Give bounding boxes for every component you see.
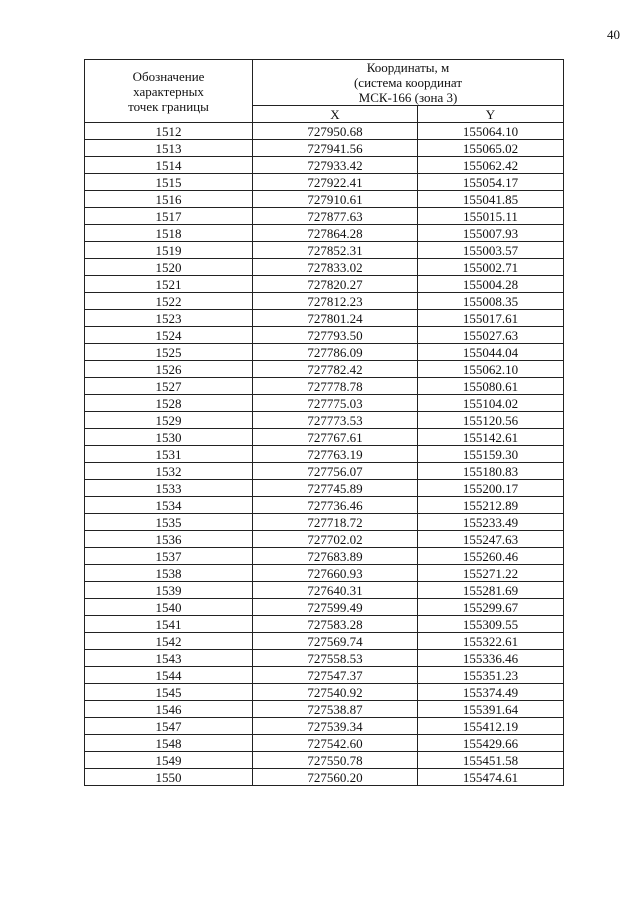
x-coordinate-cell: 727558.53 bbox=[253, 650, 418, 667]
point-number-cell: 1547 bbox=[85, 718, 253, 735]
x-coordinate-cell: 727782.42 bbox=[253, 361, 418, 378]
point-header-line-1: Обозначение bbox=[132, 68, 205, 84]
x-coordinate-cell: 727547.37 bbox=[253, 667, 418, 684]
point-number-cell: 1521 bbox=[85, 276, 253, 293]
x-coordinate-cell: 727560.20 bbox=[253, 769, 418, 786]
point-number-cell: 1532 bbox=[85, 463, 253, 480]
point-number-cell: 1541 bbox=[85, 616, 253, 633]
y-coordinate-cell: 155027.63 bbox=[418, 327, 564, 344]
point-number-cell: 1529 bbox=[85, 412, 253, 429]
x-coordinate-cell: 727793.50 bbox=[253, 327, 418, 344]
table-row bbox=[85, 565, 564, 582]
point-number-cell: 1538 bbox=[85, 565, 253, 582]
x-coordinate-cell: 727922.41 bbox=[253, 174, 418, 191]
table-row bbox=[85, 140, 564, 157]
point-number-cell: 1516 bbox=[85, 191, 253, 208]
x-coordinate-cell: 727540.92 bbox=[253, 684, 418, 701]
x-coordinate-cell: 727569.74 bbox=[253, 633, 418, 650]
y-coordinate-cell: 155247.63 bbox=[418, 531, 564, 548]
point-number-cell: 1528 bbox=[85, 395, 253, 412]
table-row bbox=[85, 293, 564, 310]
table-row bbox=[85, 463, 564, 480]
point-number-cell: 1530 bbox=[85, 429, 253, 446]
table-row bbox=[85, 718, 564, 735]
coords-header-line-2: (система координат bbox=[353, 75, 463, 90]
table-row bbox=[85, 446, 564, 463]
table-body bbox=[85, 123, 564, 786]
x-coordinate-cell: 727756.07 bbox=[253, 463, 418, 480]
table-row bbox=[85, 361, 564, 378]
table-row bbox=[85, 378, 564, 395]
table-header bbox=[85, 60, 564, 123]
x-coordinate-cell: 727550.78 bbox=[253, 752, 418, 769]
point-number-cell: 1550 bbox=[85, 769, 253, 786]
table-row bbox=[85, 497, 564, 514]
y-coordinate-cell: 155322.61 bbox=[418, 633, 564, 650]
table-row bbox=[85, 225, 564, 242]
table-row bbox=[85, 191, 564, 208]
y-coordinate-cell: 155007.93 bbox=[418, 225, 564, 242]
y-coordinate-cell: 155002.71 bbox=[418, 259, 564, 276]
x-coordinate-cell: 727767.61 bbox=[253, 429, 418, 446]
point-number-cell: 1512 bbox=[85, 123, 253, 140]
y-coordinate-cell: 155044.04 bbox=[418, 344, 564, 361]
point-number-cell: 1513 bbox=[85, 140, 253, 157]
point-number-cell: 1519 bbox=[85, 242, 253, 259]
y-coordinate-cell: 155062.10 bbox=[418, 361, 564, 378]
table-row bbox=[85, 769, 564, 786]
x-coordinate-cell: 727736.46 bbox=[253, 497, 418, 514]
y-coordinate-cell: 155180.83 bbox=[418, 463, 564, 480]
y-coordinate-cell: 155104.02 bbox=[418, 395, 564, 412]
page-number: 40 bbox=[607, 27, 620, 42]
y-coordinate-cell: 155142.61 bbox=[418, 429, 564, 446]
table-row bbox=[85, 616, 564, 633]
table-row bbox=[85, 310, 564, 327]
y-coordinate-cell: 155062.42 bbox=[418, 157, 564, 174]
y-coordinate-cell: 155200.17 bbox=[418, 480, 564, 497]
coords-header-line-3: МСК-166 (зона 3) bbox=[358, 90, 458, 105]
x-coordinate-cell: 727583.28 bbox=[253, 616, 418, 633]
table-row bbox=[85, 208, 564, 225]
y-coordinate-cell: 155003.57 bbox=[418, 242, 564, 259]
x-coordinate-cell: 727864.28 bbox=[253, 225, 418, 242]
table-row bbox=[85, 395, 564, 412]
table-row bbox=[85, 480, 564, 497]
table-row bbox=[85, 531, 564, 548]
table-row bbox=[85, 650, 564, 667]
x-coordinate-cell: 727778.78 bbox=[253, 378, 418, 395]
x-coordinate-cell: 727775.03 bbox=[253, 395, 418, 412]
y-coordinate-cell: 155374.49 bbox=[418, 684, 564, 701]
point-number-cell: 1548 bbox=[85, 735, 253, 752]
point-number-cell: 1549 bbox=[85, 752, 253, 769]
x-coordinate-cell: 727702.02 bbox=[253, 531, 418, 548]
x-coordinate-cell: 727718.72 bbox=[253, 514, 418, 531]
table-row bbox=[85, 344, 564, 361]
table-row bbox=[85, 633, 564, 650]
y-coordinate-cell: 155041.85 bbox=[418, 191, 564, 208]
y-coordinate-cell: 155429.66 bbox=[418, 735, 564, 752]
y-coordinate-cell: 155412.19 bbox=[418, 718, 564, 735]
x-coordinate-cell: 727950.68 bbox=[253, 123, 418, 140]
y-coordinate-cell: 155004.28 bbox=[418, 276, 564, 293]
table-row bbox=[85, 684, 564, 701]
table-row bbox=[85, 735, 564, 752]
x-coordinate-cell: 727660.93 bbox=[253, 565, 418, 582]
x-coordinate-cell: 727773.53 bbox=[253, 412, 418, 429]
y-coordinate-cell: 155336.46 bbox=[418, 650, 564, 667]
point-number-cell: 1520 bbox=[85, 259, 253, 276]
table-row bbox=[85, 667, 564, 684]
point-number-cell: 1525 bbox=[85, 344, 253, 361]
coords-header-line-1: Координаты, м bbox=[366, 60, 450, 75]
point-number-cell: 1536 bbox=[85, 531, 253, 548]
y-coordinate-cell: 155120.56 bbox=[418, 412, 564, 429]
x-coordinate-cell: 727933.42 bbox=[253, 157, 418, 174]
y-coordinate-cell: 155391.64 bbox=[418, 701, 564, 718]
point-number-cell: 1537 bbox=[85, 548, 253, 565]
coordinates-header bbox=[253, 60, 564, 106]
table-row bbox=[85, 412, 564, 429]
x-coordinate-cell: 727812.23 bbox=[253, 293, 418, 310]
point-number-cell: 1523 bbox=[85, 310, 253, 327]
point-number-cell: 1543 bbox=[85, 650, 253, 667]
x-coordinate-cell: 727683.89 bbox=[253, 548, 418, 565]
point-number-cell: 1522 bbox=[85, 293, 253, 310]
y-coordinate-cell: 155451.58 bbox=[418, 752, 564, 769]
table-row bbox=[85, 157, 564, 174]
coordinates-table bbox=[84, 59, 564, 786]
y-coordinate-cell: 155015.11 bbox=[418, 208, 564, 225]
table-row bbox=[85, 514, 564, 531]
x-coordinate-cell: 727786.09 bbox=[253, 344, 418, 361]
y-coordinate-cell: 155065.02 bbox=[418, 140, 564, 157]
x-coordinate-cell: 727910.61 bbox=[253, 191, 418, 208]
table-row bbox=[85, 548, 564, 565]
y-coordinate-cell: 155271.22 bbox=[418, 565, 564, 582]
y-coordinate-cell: 155159.30 bbox=[418, 446, 564, 463]
point-number-cell: 1533 bbox=[85, 480, 253, 497]
table-row bbox=[85, 276, 564, 293]
y-coordinate-cell: 155299.67 bbox=[418, 599, 564, 616]
point-number-cell: 1535 bbox=[85, 514, 253, 531]
point-number-cell: 1515 bbox=[85, 174, 253, 191]
point-number-cell: 1542 bbox=[85, 633, 253, 650]
x-coordinate-cell: 727539.34 bbox=[253, 718, 418, 735]
y-coordinate-cell: 155474.61 bbox=[418, 769, 564, 786]
table-row bbox=[85, 174, 564, 191]
table-row bbox=[85, 242, 564, 259]
x-coordinate-cell: 727542.60 bbox=[253, 735, 418, 752]
table-row bbox=[85, 327, 564, 344]
table-row bbox=[85, 752, 564, 769]
point-number-cell: 1531 bbox=[85, 446, 253, 463]
point-number-cell: 1514 bbox=[85, 157, 253, 174]
x-coordinate-cell: 727801.24 bbox=[253, 310, 418, 327]
point-number-cell: 1539 bbox=[85, 582, 253, 599]
x-coordinate-cell: 727763.19 bbox=[253, 446, 418, 463]
point-number-cell: 1545 bbox=[85, 684, 253, 701]
y-coordinate-cell: 155351.23 bbox=[418, 667, 564, 684]
y-coordinate-cell: 155309.55 bbox=[418, 616, 564, 633]
x-coordinate-cell: 727941.56 bbox=[253, 140, 418, 157]
x-coordinate-cell: 727852.31 bbox=[253, 242, 418, 259]
y-coordinate-cell: 155281.69 bbox=[418, 582, 564, 599]
x-coordinate-cell: 727599.49 bbox=[253, 599, 418, 616]
point-number-cell: 1524 bbox=[85, 327, 253, 344]
point-header-line-3: точек границы bbox=[128, 98, 209, 114]
table-row bbox=[85, 701, 564, 718]
point-number-cell: 1518 bbox=[85, 225, 253, 242]
point-number-cell: 1540 bbox=[85, 599, 253, 616]
x-coordinate-cell: 727745.89 bbox=[253, 480, 418, 497]
y-column-header: Y bbox=[418, 106, 564, 123]
table-row bbox=[85, 429, 564, 446]
point-header-line-2: характерных bbox=[133, 83, 204, 99]
table-row bbox=[85, 123, 564, 140]
y-coordinate-cell: 155233.49 bbox=[418, 514, 564, 531]
y-coordinate-cell: 155260.46 bbox=[418, 548, 564, 565]
point-number-cell: 1517 bbox=[85, 208, 253, 225]
x-coordinate-cell: 727820.27 bbox=[253, 276, 418, 293]
y-coordinate-cell: 155017.61 bbox=[418, 310, 564, 327]
point-number-cell: 1527 bbox=[85, 378, 253, 395]
x-column-header: X bbox=[253, 106, 418, 123]
x-coordinate-cell: 727538.87 bbox=[253, 701, 418, 718]
y-coordinate-cell: 155008.35 bbox=[418, 293, 564, 310]
table-row bbox=[85, 599, 564, 616]
point-number-cell: 1534 bbox=[85, 497, 253, 514]
table-row bbox=[85, 259, 564, 276]
point-number-cell: 1546 bbox=[85, 701, 253, 718]
x-coordinate-cell: 727640.31 bbox=[253, 582, 418, 599]
point-number-cell: 1544 bbox=[85, 667, 253, 684]
table-row bbox=[85, 582, 564, 599]
y-coordinate-cell: 155054.17 bbox=[418, 174, 564, 191]
x-coordinate-cell: 727833.02 bbox=[253, 259, 418, 276]
y-coordinate-cell: 155080.61 bbox=[418, 378, 564, 395]
point-number-cell: 1526 bbox=[85, 361, 253, 378]
x-coordinate-cell: 727877.63 bbox=[253, 208, 418, 225]
point-designation-header bbox=[85, 60, 253, 123]
y-coordinate-cell: 155212.89 bbox=[418, 497, 564, 514]
y-coordinate-cell: 155064.10 bbox=[418, 123, 564, 140]
